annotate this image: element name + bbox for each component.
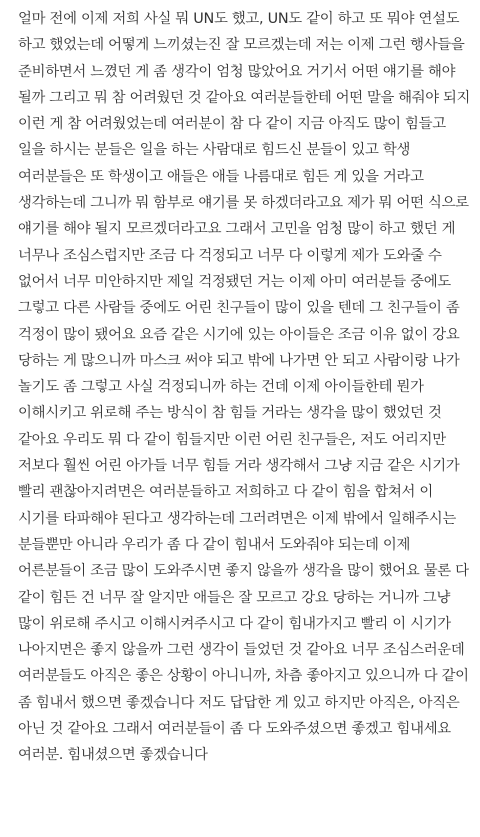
text-line: 생각하는데 그니까 뭐 함부로 얘기를 못 하겠더라고요 제가 뭐 어떤 식으로	[18, 195, 469, 212]
text-line: 놀기도 좀 그렇고 사실 걱정되니까 하는 건데 이제 아이들한테 뭔가	[18, 379, 424, 396]
text-line: 분들뿐만 아니라 우리가 좀 다 같이 힘내서 도와줘야 되는데 이제	[18, 536, 411, 553]
text-line: 어른분들이 조금 많이 도와주시면 좋지 않을까 생각을 많이 했어요 물론 다	[18, 563, 469, 580]
text-line: 그렇고 다른 사람들 중에도 어린 친구들이 많이 있을 텐데 그 친구들이 좀	[18, 300, 460, 317]
text-line: 너무나 조심스럽지만 조금 다 걱정되고 너무 다 이렇게 제가 도와줄 수	[18, 247, 442, 264]
text-line: 하고 했었는데 어떻게 느끼셨는진 잘 모르겠는데 저는 이제 그런 행사들을	[18, 37, 465, 54]
speech-transcript	[18, 6, 470, 769]
text-line: 저보다 훨씬 어린 아가들 너무 힘들 거라 생각해서 그냥 지금 같은 시기가	[18, 458, 460, 475]
text-line: 이런 게 참 어려웠었는데 여러분이 참 다 같이 지금 아직도 많이 힘들고	[18, 116, 446, 133]
text-line: 없어서 너무 미안하지만 제일 걱정됐던 거는 이제 아미 여러분들 중에도	[18, 273, 451, 290]
text-line: 이해시키고 위로해 주는 방식이 참 힘들 거라는 생각을 많이 했었던 것	[18, 405, 442, 422]
text-line: 얼마 전에 이제 저희 사실 뭐 UN도 했고, UN도 같이 하고 또 뭐야 연설도	[18, 11, 460, 27]
text-line: 아닌 것 같아요 그래서 여러분들이 좀 다 도와주셨으면 좋겠고 힘내세요	[18, 721, 451, 738]
text-line: 같아요 우리도 뭐 다 같이 힘들지만 이런 어린 친구들은, 저도 어리지만	[18, 431, 446, 448]
text-line: 여러분들도 아직은 좋은 상황이 아니니까, 차츰 좋아지고 있으니까 다 같이	[18, 668, 469, 685]
text-line: 얘기를 해야 될지 모르겠더라고요 그래서 고민을 엄청 많이 하고 했던 게	[18, 221, 456, 238]
text-line: 좀 힘내서 했으면 좋겠습니다 저도 답답한 게 있고 하지만 아직은, 아직은	[18, 694, 460, 711]
text-line: 당하는 게 많으니까 마스크 써야 되고 밖에 나가면 안 되고 사람이랑 나가	[18, 352, 460, 369]
text-line: 빨리 괜찮아지려면은 여러분들하고 저희하고 다 같이 힘을 합쳐서 이	[18, 484, 434, 501]
text-line: 준비하면서 느꼈던 게 좀 생각이 엄청 많았어요 거기서 어떤 얘기를 해야	[18, 63, 456, 80]
text-line: 시기를 타파해야 된다고 생각하는데 그러려면은 이제 밖에서 일해주시는	[18, 510, 456, 527]
text-line: 될까 그리고 뭐 참 어려웠던 것 같아요 여러분들한테 어떤 말을 해줘야 되지	[18, 89, 471, 106]
text-line: 일을 하시는 분들은 일을 하는 사람대로 힘드신 분들이 있고 학생	[18, 142, 411, 159]
text-line: 여러분들은 또 학생이고 애들은 애들 나름대로 힘든 게 있을 거라고	[18, 168, 424, 185]
text-line: 같이 힘든 건 너무 잘 알지만 애들은 잘 모르고 강요 당하는 거니까 그냥	[18, 589, 451, 606]
text-line: 여러분. 힘내셨으면 좋겠습니다	[18, 747, 208, 764]
text-line: 많이 위로해 주시고 이해시켜주시고 다 같이 힘내가지고 빨리 이 시기가	[18, 615, 451, 632]
text-line: 걱정이 많이 됐어요 요즘 같은 시기에 있는 아이들은 조금 이유 없이 강요	[18, 326, 460, 343]
text-line: 나아지면은 좋지 않을까 그런 생각이 들었던 것 같아요 너무 조심스러운데	[18, 642, 465, 659]
